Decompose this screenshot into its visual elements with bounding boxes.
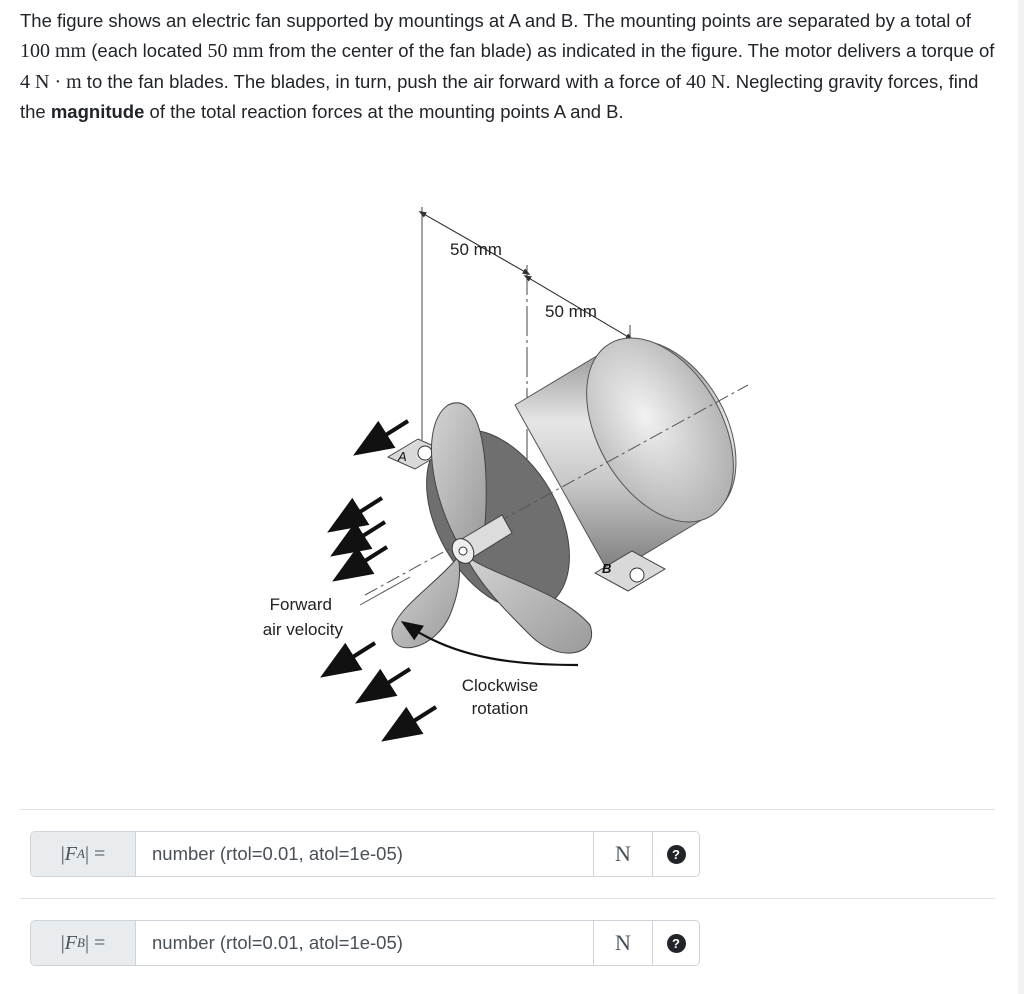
fan-figure bbox=[240, 195, 780, 755]
divider bbox=[20, 898, 995, 899]
air-arrow bbox=[398, 707, 436, 731]
air-arrow bbox=[370, 421, 408, 445]
air-arrow bbox=[344, 498, 382, 522]
math-expression: 4 N · m bbox=[20, 70, 82, 93]
mount-b-hole bbox=[630, 568, 644, 582]
label-b: B bbox=[602, 561, 612, 576]
answer-group-fb bbox=[30, 920, 700, 966]
forward-label-line1: Forward bbox=[269, 595, 332, 614]
scrollbar[interactable] bbox=[1018, 0, 1024, 994]
help-icon: ? bbox=[667, 934, 686, 953]
help-button-fa[interactable] bbox=[652, 832, 699, 876]
leader-line bbox=[360, 577, 410, 605]
var-symbol: F bbox=[64, 931, 77, 954]
divider bbox=[20, 809, 995, 810]
answer-group-fa bbox=[30, 831, 700, 877]
air-arrow bbox=[347, 522, 385, 546]
math-expression: 40 N bbox=[686, 70, 726, 93]
unit-label-fa: N bbox=[593, 832, 652, 876]
fa-input[interactable] bbox=[136, 832, 593, 876]
var-symbol: F bbox=[64, 842, 77, 865]
unit-label-fb: N bbox=[593, 921, 652, 965]
dimension-label-right: 50 mm bbox=[545, 302, 597, 321]
forward-label-line2: air velocity bbox=[262, 620, 343, 639]
fb-input[interactable] bbox=[136, 921, 593, 965]
air-velocity-arrows bbox=[337, 421, 436, 731]
help-icon: ? bbox=[667, 845, 686, 864]
mount-a-hole bbox=[418, 446, 432, 460]
answer-label-fb: | F B | = bbox=[31, 921, 136, 965]
rotation-label-line1: Clockwise bbox=[461, 676, 539, 695]
air-arrow bbox=[337, 643, 375, 667]
math-expression: 50 mm bbox=[207, 39, 264, 62]
fan-blade-left bbox=[392, 557, 460, 648]
question-part: The figure shows an electric fan supported by mountings at A and B. The mounting points are separated by a total of bbox=[20, 10, 971, 31]
question-text bbox=[20, 6, 1000, 127]
hub-center bbox=[459, 547, 467, 555]
air-arrow bbox=[349, 547, 387, 571]
label-a: A bbox=[398, 449, 407, 464]
var-subscript: A bbox=[76, 846, 85, 861]
answer-label-fa: | F A | = bbox=[31, 832, 136, 876]
question-part: to the fan blades. The blades, in turn, push the air forward with a force of bbox=[81, 70, 687, 92]
help-button-fb[interactable] bbox=[652, 921, 699, 965]
question-part: (each located bbox=[86, 39, 208, 61]
question-part: from the center of the fan blade) as indicated in the figure. The motor delivers a torque of bbox=[263, 39, 995, 61]
math-expression: 100 mm bbox=[20, 39, 87, 62]
var-subscript: B bbox=[76, 935, 85, 950]
rotation-label-line2: rotation bbox=[471, 699, 529, 718]
question-part: of the total reaction forces at the mounting points A and B. bbox=[144, 101, 624, 123]
air-arrow bbox=[372, 669, 410, 693]
bold-emphasis: magnitude bbox=[50, 101, 145, 123]
dimension-label-top: 50 mm bbox=[450, 240, 502, 259]
question-part: . Neglecting gravity forces, find the bbox=[20, 70, 979, 123]
